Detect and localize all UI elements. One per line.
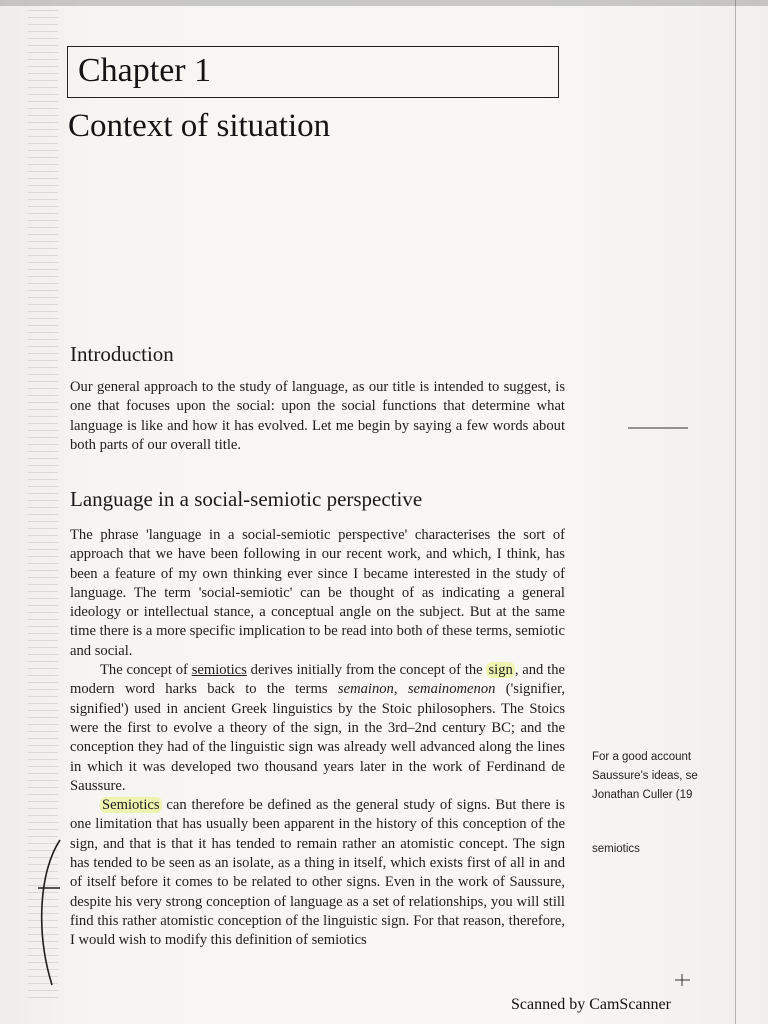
p2-text-e: ('signifier, signified') used in ancient Greek linguistics by the Stoic philosophers. The Stoics were the first to evolve a theory of the sign, in the 3rd–2nd century BC; and the conception they had of the linguistic sign was already well advanced along the lines in which it was developed two thousand years later in the work of Ferdinand de Saussure. [70,681,565,794]
introduction-text: Our general approach to the study of language, as our title is intended to suggest, is one that focuses upon the social: upon the social functions that determine what language is like and how it has evolved. Let me begin by saying a few words about both parts of our overall title. [70,379,565,453]
perspective-paragraph-1: The phrase 'language in a social-semiotic perspective' characterises the sort of approach that we have been following in our recent work, and which, I think, has been a feature of my own thinking ever since I became interested in the study of language. The term 'social-semiotic' can be thought of as indicating a general ideology or intellectual stance, a conceptual angle on the subject. But at the same time there is a more specific implication to be read into both of these terms, semiotic and social. [70,527,565,659]
margin-note-semiotics: semiotics [592,843,640,855]
chapter-label: Chapter 1 [78,52,212,89]
margin-note-line-2: Saussure's ideas, se [592,770,698,782]
p2-text-d: , [393,681,408,698]
chapter-title: Context of situation [68,108,331,144]
scanner-watermark: Scanned by CamScanner [511,996,671,1013]
introduction-heading: Introduction [70,342,174,366]
term-semainomenon: semainomenon [407,681,496,698]
right-margin-cross [675,974,690,986]
margin-bracket-mark [42,840,60,985]
margin-note-line-1: For a good account [592,751,692,763]
p2-text-b: derives initially from the concept of the [246,662,487,679]
p3-text: can therefore be defined as the general study of signs. But there is one limitation that has usually been apparent in the history of this conception of the sign, and that is that it has tended to remain rather an atomistic concept. The sign has tended to be seen as an isolate, as a thing in itself, which exists first of all in and of itself before it comes to be related to other signs. Even in the work of Saussure, despite his very strong conception of language as a set of relationships, you will still find this rather atomistic conception of the linguistic sign. For that reason, therefore, I would wish to modify this definition of semiotics [70,797,565,949]
margin-note-line-3: Jonathan Culler (19 [592,789,693,801]
perspective-heading: Language in a social-semiotic perspective [70,487,423,511]
semiotics-underlined: semiotics [191,662,247,679]
semiotics-highlight: Semiotics [102,797,160,814]
p2-text-a: The concept of [100,662,192,679]
sign-highlight: sign [488,662,513,679]
p2-text-c: , and the modern word harks back to the terms [70,662,565,698]
term-semainon: semainon [337,681,394,698]
